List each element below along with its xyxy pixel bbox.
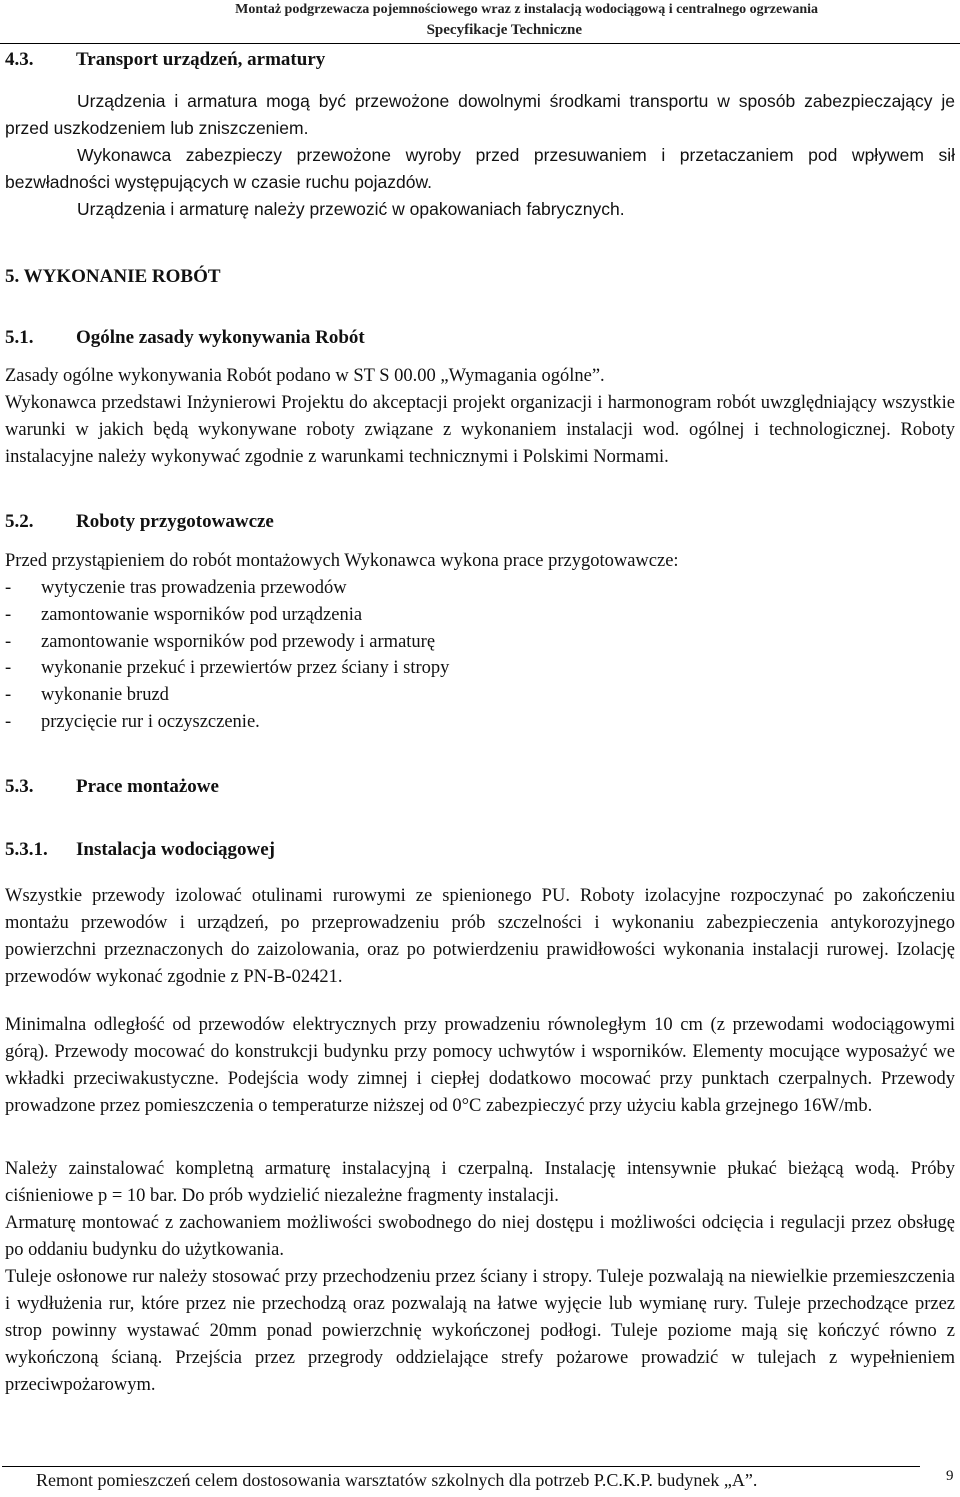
section-5-3-1-number: 5.3.1. xyxy=(5,839,48,860)
section-5-3-1-paragraph-5: Tuleje osłonowe rur należy stosować przy przechodzeniu przez ściany i stropy. Tuleje pozwalają na niewielkie przemieszczenia i wydłużenia rur, które przez nie przechodzą oraz pozwalają na łatwe wyjęcie lub wymianę rury. Tuleje przechodzące przez strop powinny wystawać 20mm ponad powierzchnię wykończonej podłogi. Tuleje poziome mają się kończyć równo z wykończoną ścianą. Przejścia przez przegrody oddzielające strefy pożarowe prowadzić w tulejach z wypełnieniem przeciwpożarowym. xyxy=(5,1267,955,1395)
section-5-1-paragraph-1: Zasady ogólne wykonywania Robót podano w ST S 00.00 „Wymagania ogólne”. xyxy=(5,366,605,386)
header-title: Montaż podgrzewacza pojemnościowego wraz z instalacją wodociągową i centralnego ogrzewania xyxy=(235,2,818,17)
preparatory-works-list xyxy=(5,575,905,736)
list-item: - wykonanie przekuć i przewiertów przez ściany i stropy xyxy=(5,658,450,679)
section-5-1-number: 5.1. xyxy=(5,327,34,348)
list-item: - wytyczenie tras prowadzenia przewodów xyxy=(5,578,347,598)
footer-rule xyxy=(2,1466,920,1467)
section-5-title: 5. WYKONANIE ROBÓT xyxy=(5,266,221,287)
section-5-2-title: Roboty przygotowawcze xyxy=(76,511,274,532)
section-5-3-1-paragraph-4: Armaturę montować z zachowaniem możliwości swobodnego do niej dostępu i możliwości odcięcia i regulacji przez obsługę po oddaniu budynku do użytkowania. xyxy=(5,1213,955,1260)
section-4-3-number: 4.3. xyxy=(5,49,34,70)
section-4-3-title: Transport urządzeń, armatury xyxy=(76,49,326,70)
section-5-2-intro: Przed przystąpieniem do robót montażowych Wykonawca wykona prace przygotowawcze: xyxy=(5,551,679,571)
header-subtitle: Specyfikacje Techniczne xyxy=(426,22,582,38)
list-item: - wykonanie bruzd xyxy=(5,685,169,706)
list-item: - zamontowanie wsporników pod przewody i armaturę xyxy=(5,631,436,652)
section-5-2-number: 5.2. xyxy=(5,511,34,532)
section-5-3-number: 5.3. xyxy=(5,776,34,797)
section-5-3-1-title: Instalacja wodociągowej xyxy=(76,839,275,860)
list-item: - zamontowanie wsporników pod urządzenia xyxy=(5,604,363,625)
section-4-3-paragraph-2: Wykonawca zabezpieczy przewożone wyroby przed przesuwaniem i przetaczaniem pod wpływem sił bezwładności występujących w czasie ruchu pojazdów. xyxy=(5,145,955,192)
header-rule xyxy=(0,43,960,44)
section-5-3-title: Prace montażowe xyxy=(76,776,219,797)
section-5-3-1-paragraph-1: Wszystkie przewody izolować otulinami rurowymi ze spienionego PU. Roboty izolacyjne rozpoczynać po zakończeniu montażu przewodów i urządzeń, po przeprowadzeniu prób szczelności i wykonaniu zabezpieczenia antykorozyjnego powierzchni przeznaczonych do zaizolowania, oraz po potwierdzeniu prawidłowości wykonania instalacji rurowej. Izolację przewodów wykonać zgodnie z PN-B-02421. xyxy=(5,886,955,987)
footer-text: Remont pomieszczeń celem dostosowania warsztatów szkolnych dla potrzeb P.C.K.P. budynek „A”. xyxy=(36,1470,758,1490)
page-number: 9 xyxy=(946,1468,954,1484)
section-5-3-1-paragraph-2: Minimalna odległość od przewodów elektrycznych przy prowadzeniu równoległym 10 cm (z przewodami wodociągowymi górą). Przewody mocować do konstrukcji budynku przy pomocy uchwytów i wsporników. Elementy mocujące wyposażyć we wkładki przeciwakustyczne. Podejścia wody zimnej i ciepłej dodatkowo mocować przy punktach czerpalnych. Przewody prowadzone przez pomieszczenia o temperaturze niższej od 0°C zabezpieczyć przy użyciu kabla grzejnego 16W/mb. xyxy=(5,1015,955,1116)
list-item: - przycięcie rur i oczyszczenie. xyxy=(5,711,260,732)
section-5-3-1-paragraph-3: Należy zainstalować kompletną armaturę instalacyjną i czerpalną. Instalację intensywnie płukać bieżącą wodą. Próby ciśnieniowe p = 10 bar. Do prób wydzielić niezależne fragmenty instalacji. xyxy=(5,1159,955,1206)
section-4-3-paragraph-1: Urządzenia i armatura mogą być przewożone dowolnymi środkami transportu w sposób zabezpieczający je przed uszkodzeniem lub zniszczeniem. xyxy=(5,91,955,138)
section-5-1-title: Ogólne zasady wykonywania Robót xyxy=(76,327,365,348)
section-5-1-paragraph-2: Wykonawca przedstawi Inżynierowi Projektu do akceptacji projekt organizacji i harmonogram robót uwzględniający wszystkie warunki w jakich będą wykonywane roboty związane z wykonaniem instalacji wod. ogólnej i technologicznej. Roboty instalacyjne należy wykonywać zgodnie z warunkami technicznymi i Polskimi Normami. xyxy=(5,393,955,467)
section-4-3-paragraph-3: Urządzenia i armaturę należy przewozić w opakowaniach fabrycznych. xyxy=(77,199,625,219)
